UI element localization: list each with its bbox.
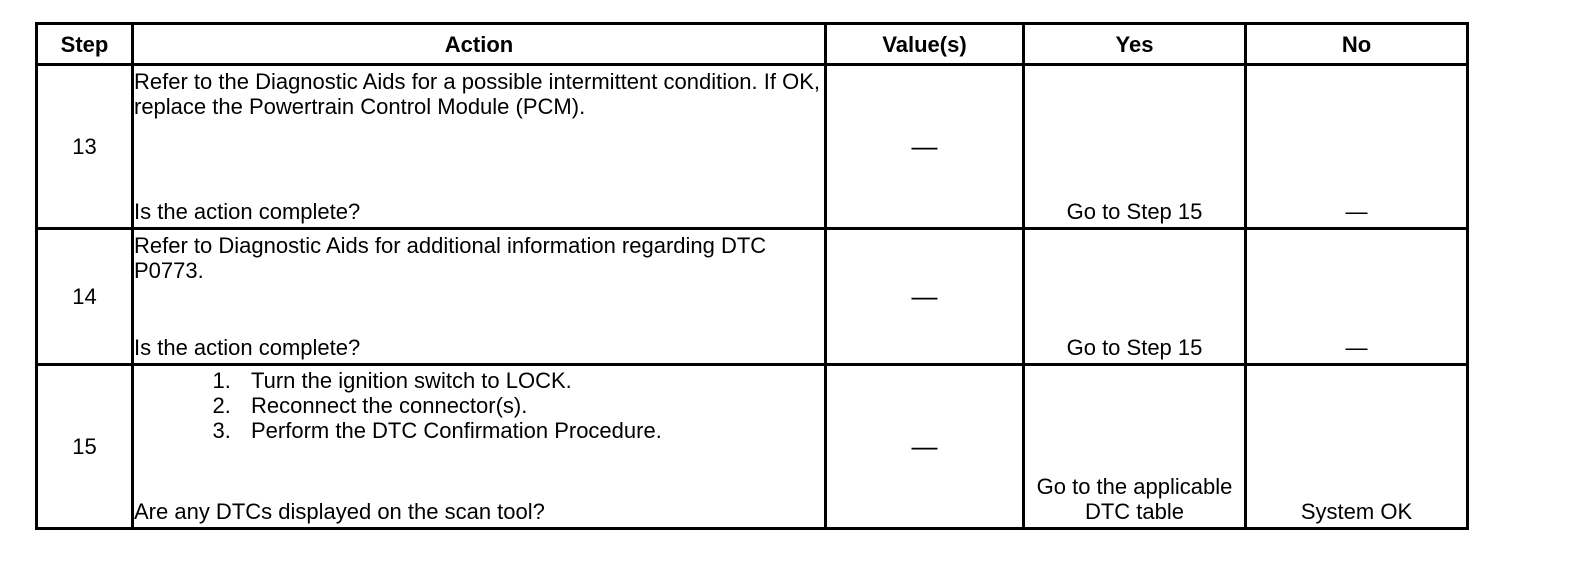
header-step: Step <box>37 24 133 65</box>
action-question: Are any DTCs displayed on the scan tool? <box>134 499 545 524</box>
procedure-list <box>134 368 824 443</box>
action-question: Is the action complete? <box>134 335 361 360</box>
table-row <box>37 65 1468 229</box>
procedure-item: 2. Reconnect the connector(s). <box>237 393 824 418</box>
no-cell <box>1246 365 1468 529</box>
value-cell: — <box>826 229 1024 365</box>
header-no: No <box>1246 24 1468 65</box>
table-header-row <box>37 24 1468 65</box>
no-cell <box>1246 229 1468 365</box>
value-cell: — <box>826 65 1024 229</box>
step-number: 13 <box>37 65 133 229</box>
step-number: 15 <box>37 365 133 529</box>
action-cell <box>133 229 826 365</box>
no-text: — <box>1345 199 1368 224</box>
yes-text: Go to the applicable DTC table <box>1036 474 1233 524</box>
action-question: Is the action complete? <box>134 199 361 224</box>
procedure-item: 3. Perform the DTC Confirmation Procedure. <box>237 418 824 443</box>
header-action: Action <box>133 24 826 65</box>
yes-cell <box>1024 365 1246 529</box>
procedure-item: 1. Turn the ignition switch to LOCK. <box>237 368 824 393</box>
yes-text: Go to Step 15 <box>1066 199 1203 224</box>
header-values: Value(s) <box>826 24 1024 65</box>
yes-cell <box>1024 65 1246 229</box>
table-row <box>37 229 1468 365</box>
yes-cell <box>1024 229 1246 365</box>
value-cell: — <box>826 365 1024 529</box>
action-cell <box>133 65 826 229</box>
no-text: — <box>1345 335 1368 360</box>
no-cell <box>1246 65 1468 229</box>
action-cell <box>133 365 826 529</box>
yes-text: Go to Step 15 <box>1066 335 1203 360</box>
header-yes: Yes <box>1024 24 1246 65</box>
table-row <box>37 365 1468 529</box>
no-text: System OK <box>1300 499 1413 524</box>
action-text: Refer to the Diagnostic Aids for a possible intermittent condition. If OK, replace the Powertrain Control Module (PCM). <box>134 69 821 119</box>
step-number: 14 <box>37 229 133 365</box>
diagnostic-steps-table <box>35 22 1469 530</box>
action-text: Refer to Diagnostic Aids for additional information regarding DTC P0773. <box>134 233 767 283</box>
